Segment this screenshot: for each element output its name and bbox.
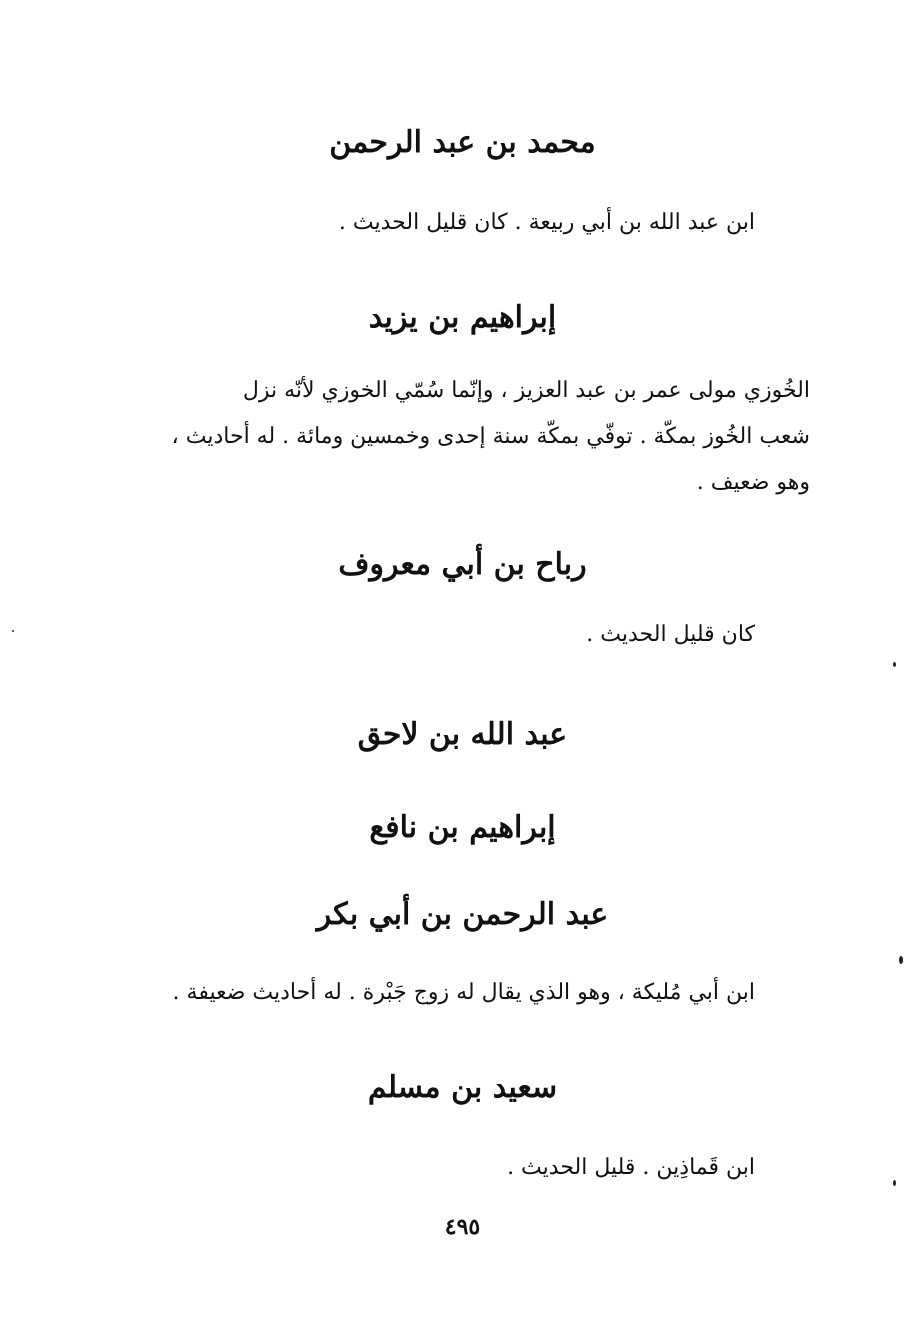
entry-heading-7: سعيد بن مسلم <box>367 1070 558 1105</box>
entry-text-7-line-1: ابن قَماذِين . قليل الحديث . <box>507 1155 755 1180</box>
scan-speck <box>899 956 903 964</box>
entry-heading-6: عبد الرحمن بن أبي بكر <box>316 897 609 932</box>
entry-text-3-line-1: كان قليل الحديث . <box>586 622 755 647</box>
entry-text-2-line-2: شعب الخُوز بمكّة . توفّي بمكّة سنة إحدى وخمسين ومائة . له أحاديث ، <box>171 424 810 449</box>
entry-heading-5: إبراهيم بن نافع <box>369 810 556 845</box>
scan-speck <box>12 630 14 632</box>
entry-text-2-line-3: وهو ضعيف . <box>696 470 810 495</box>
entry-heading-3: رباح بن أبي معروف <box>338 547 587 582</box>
entry-text-1-line-1: ابن عبد الله بن أبي ربيعة . كان قليل الحديث . <box>338 210 755 235</box>
entry-heading-2: إبراهيم بن يزيد <box>368 300 557 335</box>
scan-speck <box>893 662 896 667</box>
entry-text-2-line-1: الخُوزي مولى عمر بن عبد العزيز ، وإنّما سُمّي الخوزي لأنّه نزل <box>242 378 810 403</box>
page-number: ٤٩٥ <box>444 1214 481 1240</box>
entry-heading-4: عبد الله بن لاحق <box>357 717 568 752</box>
entry-heading-1: محمد بن عبد الرحمن <box>329 125 596 160</box>
scan-speck <box>893 1180 896 1186</box>
entry-text-6-line-1: ابن أبي مُليكة ، وهو الذي يقال له زوج جَبْرة . له أحاديث ضعيفة . <box>172 980 755 1005</box>
